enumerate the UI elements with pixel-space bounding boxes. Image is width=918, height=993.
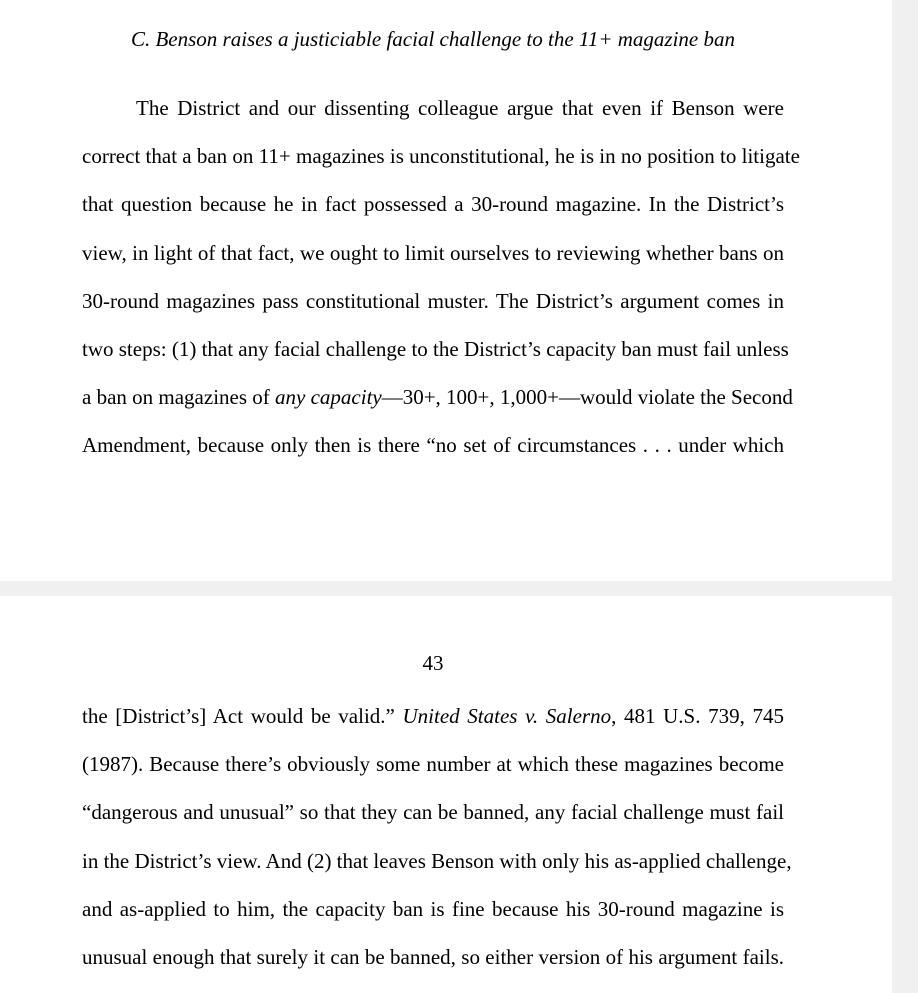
text-run: a ban on magazines of — [82, 385, 276, 410]
vertical-scrollbar[interactable] — [892, 0, 918, 993]
text-line: (1987). Because there’s obviously some number at which these magazines become — [82, 752, 784, 777]
text-line — [82, 373, 793, 421]
text-line: The District and our dissenting colleague argue that even if Benson were — [136, 96, 784, 120]
text-line: correct that a ban on 11+ magazines is unconstitutional, he is in no position to litigate — [82, 144, 800, 169]
text-line: “dangerous and unusual” so that they can be banned, any facial challenge must fail — [82, 800, 784, 825]
text-line: Amendment, because only then is there “no set of circumstances . . . under which — [82, 433, 784, 458]
text-line: in the District’s view. And (2) that leaves Benson with only his as-applied challenge, — [82, 848, 792, 873]
paragraph-body-continued — [82, 692, 792, 981]
text-line: two steps: (1) that any facial challenge to the District’s capacity ban must fail unless — [82, 336, 789, 361]
text-line: that question because he in fact possessed a 30-round magazine. In the District’s — [82, 192, 784, 217]
text-line: 30-round magazines pass constitutional muster. The District’s argument comes in — [82, 288, 784, 313]
paragraph-body — [82, 84, 800, 470]
page-number: 43 — [422, 651, 444, 675]
section-heading: C. Benson raises a justiciable facial challenge to the 11+ magazine ban — [130, 27, 736, 51]
italic-emphasis: any capacity — [275, 385, 382, 410]
text-line: view, in light of that fact, we ought to limit ourselves to reviewing whether bans on — [82, 240, 784, 265]
text-run: the [District’s] Act would be valid.” — [82, 704, 403, 728]
document-page-bottom — [0, 596, 892, 993]
text-run: , 481 U.S. 739, 745 — [611, 704, 784, 728]
case-citation: United States v. Salerno — [402, 704, 612, 728]
text-line: unusual enough that surely it can be banned, so either version of his argument fails. — [82, 944, 784, 969]
text-run: —30+, 100+, 1,000+—would violate the Second — [381, 385, 793, 410]
text-line: and as-applied to him, the capacity ban is fine because his 30-round magazine is — [82, 896, 784, 921]
text-line — [82, 692, 784, 740]
